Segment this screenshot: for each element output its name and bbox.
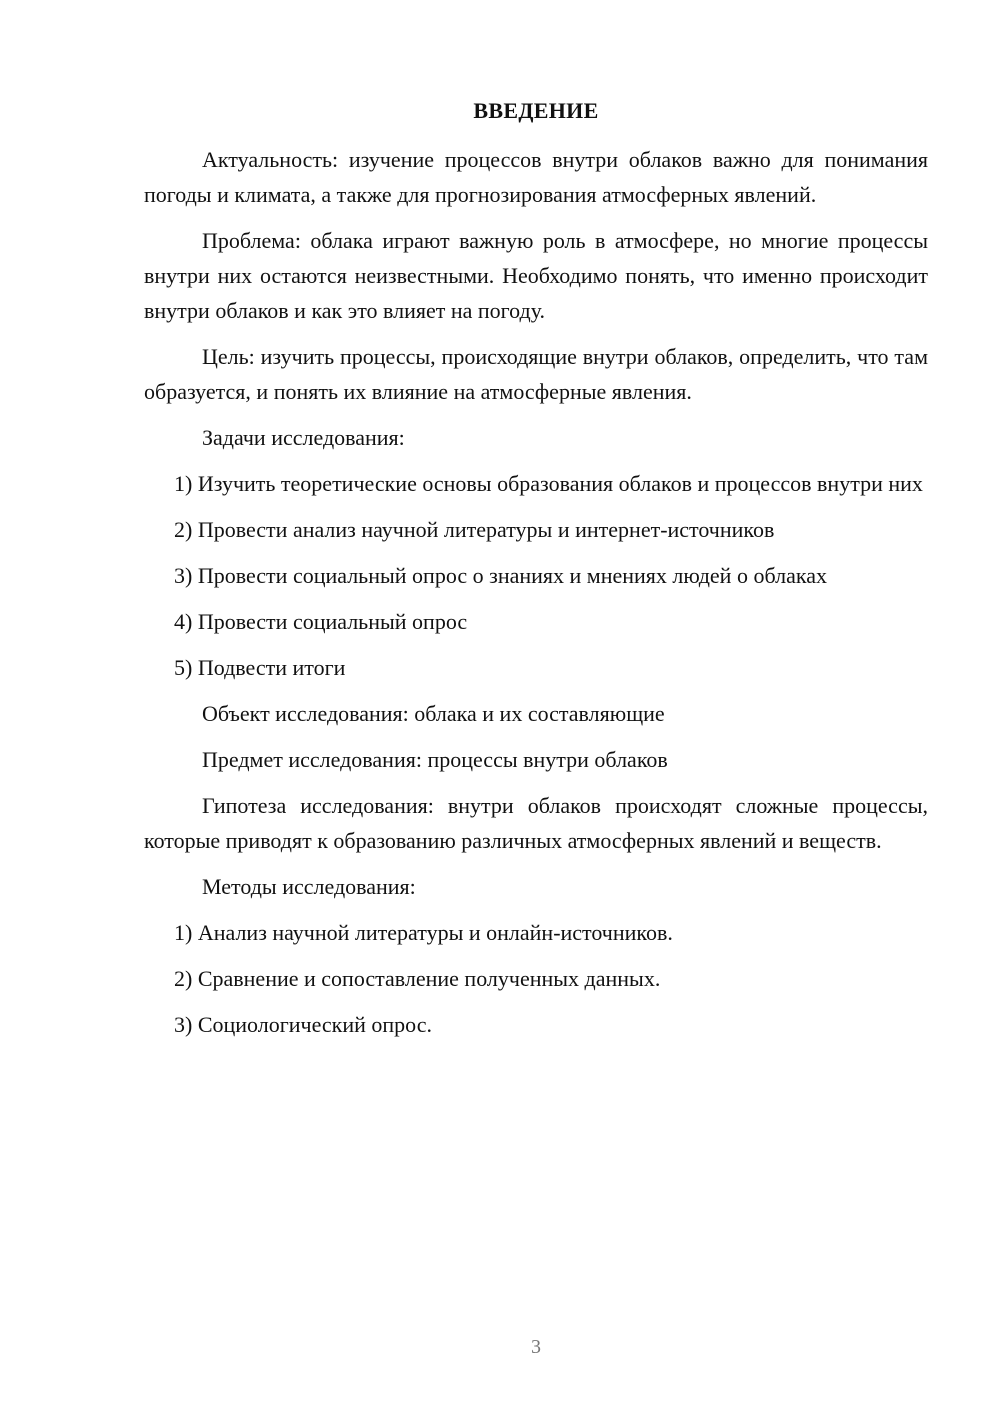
goal-paragraph: Цель: изучить процессы, происходящие внутри облаков, определить, что там образуется, и понять их влияние на атмосферные явления. <box>144 344 928 404</box>
method-item: 1) Анализ научной литературы и онлайн-источников. <box>174 920 673 945</box>
page-number: 3 <box>531 1336 541 1358</box>
task-item: 1) Изучить теоретические основы образования облаков и процессов внутри них <box>174 471 923 496</box>
task-item: 2) Провести анализ научной литературы и интернет-источников <box>174 517 775 542</box>
object-paragraph: Объект исследования: облака и их составляющие <box>202 701 665 726</box>
method-item: 2) Сравнение и сопоставление полученных данных. <box>174 966 661 991</box>
method-item: 3) Социологический опрос. <box>174 1012 432 1037</box>
task-item: 4) Провести социальный опрос <box>174 609 468 634</box>
relevance-paragraph: Актуальность: изучение процессов внутри облаков важно для понимания погоды и климата, а также для прогнозирования атмосферных явлений. <box>144 147 928 207</box>
hypothesis-paragraph: Гипотеза исследования: внутри облаков происходят сложные процессы, которые приводят к образованию различных атмосферных явлений и веществ. <box>144 793 928 853</box>
section-title: ВВЕДЕНИЕ <box>473 98 599 123</box>
problem-paragraph: Проблема: облака играют важную роль в атмосфере, но многие процессы внутри них остаются неизвестными. Необходимо понять, что именно происходит внутри облаков и как это влияет на погоду. <box>144 228 928 323</box>
document-body <box>144 142 928 1053</box>
task-item: 5) Подвести итоги <box>174 655 346 680</box>
methods-heading: Методы исследования: <box>202 874 416 899</box>
tasks-heading: Задачи исследования: <box>202 425 405 450</box>
task-item: 3) Провести социальный опрос о знаниях и мнениях людей о облаках <box>174 563 827 588</box>
subject-paragraph: Предмет исследования: процессы внутри облаков <box>202 747 668 772</box>
